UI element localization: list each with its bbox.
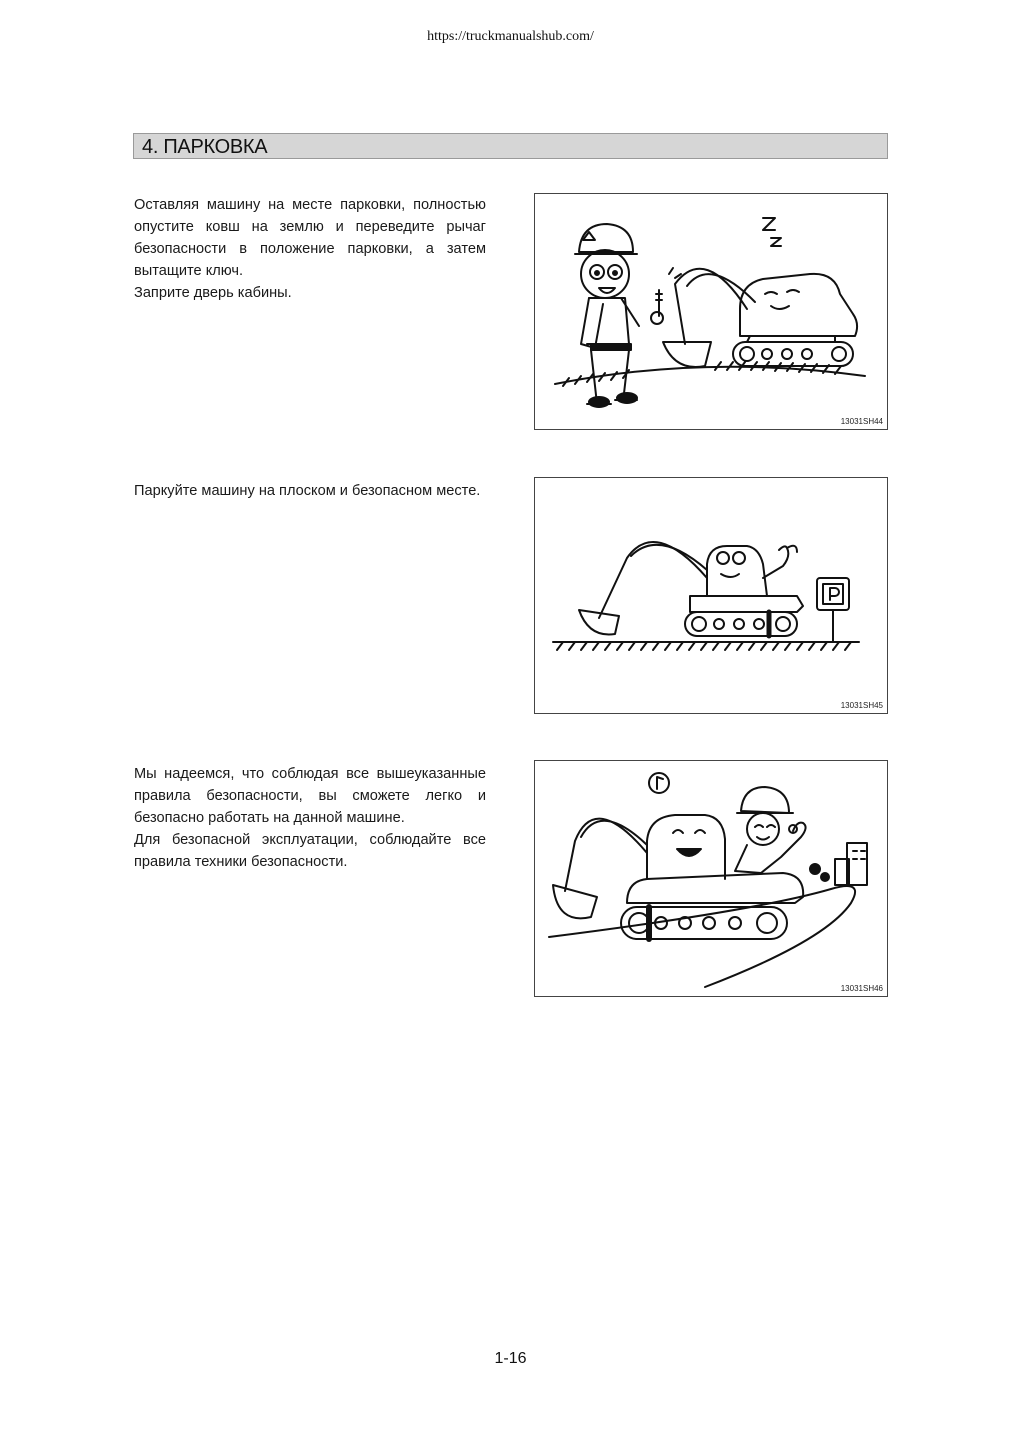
paragraph: Мы надеемся, что соблюдая все вышеуказанные правила безопасности, вы сможете легко и безопасно работать на данной машине.	[134, 766, 486, 826]
closing-safety-text	[134, 763, 486, 873]
figure-operator-leaving-machine	[534, 193, 888, 430]
paragraph: Паркуйте машину на плоском и безопасном месте.	[134, 483, 481, 499]
instruction-text-flat-place	[134, 480, 486, 502]
figure-code: 13031SH44	[840, 417, 883, 426]
page-number: 1-16	[494, 1350, 527, 1367]
section-header	[133, 133, 888, 159]
figure-code: 13031SH45	[840, 701, 883, 710]
figure-code: 13031SH46	[840, 984, 883, 993]
section-title: 4. ПАРКОВКА	[142, 136, 268, 158]
source-url: https://truckmanualshub.com/	[427, 29, 594, 44]
figure-machine-parked	[534, 477, 888, 714]
instruction-text-parking	[134, 194, 486, 304]
illustration-operator-with-key	[535, 194, 887, 429]
illustration-happy-operator-driving	[535, 761, 887, 996]
paragraph: Заприте дверь кабины.	[134, 285, 292, 301]
illustration-parking-sign	[535, 478, 887, 713]
paragraph: Оставляя машину на месте парковки, полностью опустите ковш на землю и переведите рычаг безопасности в положение парковки, а затем вытащите ключ.	[134, 197, 486, 279]
paragraph: Для безопасной эксплуатации, соблюдайте все правила техники безопасности.	[134, 832, 486, 870]
figure-happy-operator	[534, 760, 888, 997]
